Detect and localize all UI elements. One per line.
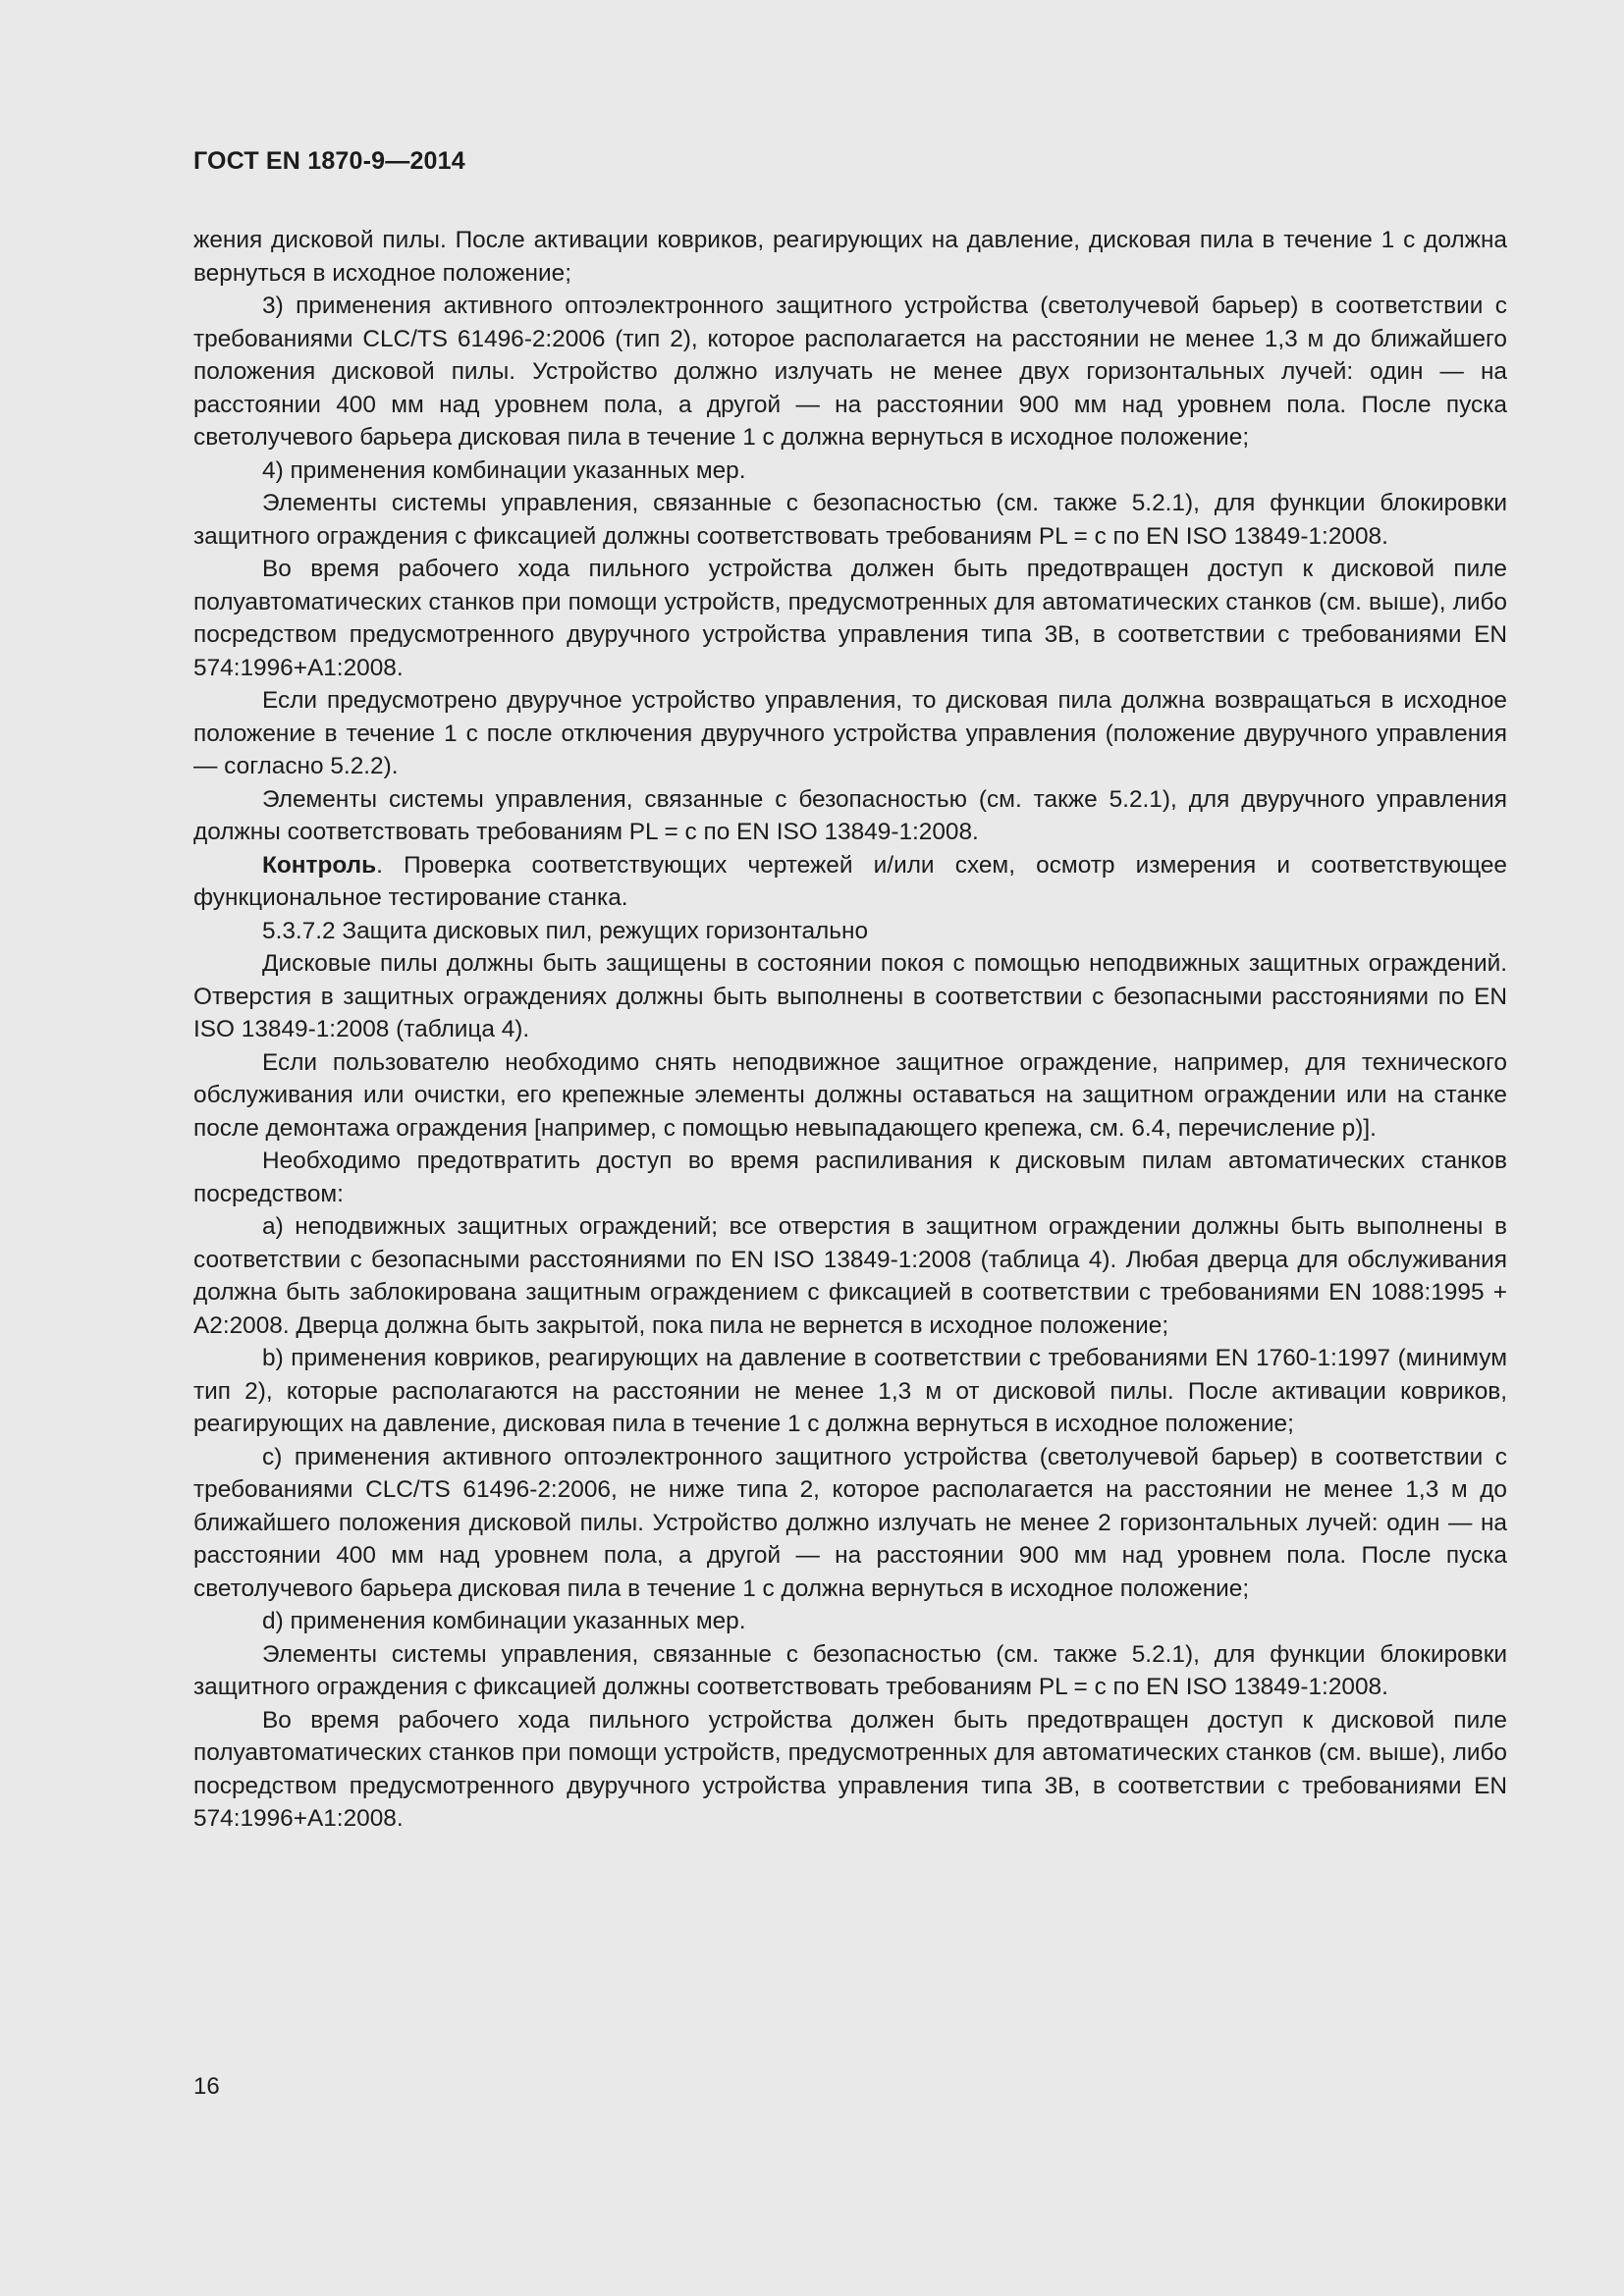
paragraph-fixed-guards: Дисковые пилы должны быть защищены в состоянии покоя с помощью неподвижных защитных ограждений. Отверстия в защитных ограждениях должны быть выполнены в соответствии с безопасными расстояниями по EN ISO 13849-1:2008 (таблица 4).	[193, 950, 1507, 1042]
paragraph-verification	[193, 849, 1507, 915]
list-item-4: 4) применения комбинации указанных мер.	[262, 456, 746, 484]
paragraph-prevent-access: Необходимо предотвратить доступ во время распиливания к дисковым пилам автоматических станков посредством:	[193, 1148, 1507, 1207]
document-body	[193, 224, 1507, 1836]
list-item-3: 3) применения активного оптоэлектронного защитного устройства (светолучевой барьер) в соответствии с требованиями CLC/TS 61496-2:2006 (тип 2), которое располагается на расстоянии не менее 1,3 м до ближайшего положения дисковой пилы. Устройство должно излучать не менее двух горизонтальных лучей: один — на расстоянии 400 мм над уровнем пола, а другой — на расстоянии 900 мм над уровнем пола. После пуска светолучевого барьера дисковая пила в течение 1 с должна вернуться в исходное положение;	[193, 293, 1507, 451]
paragraph-semi-automatic-2: Во время рабочего хода пильного устройства должен быть предотвращен доступ к дисковой пиле полуавтоматических станков при помощи устройств, предусмотренных для автоматических станков (см. выше), либо посредством предусмотренного двуручного устройства управления типа 3B, в соответствии с требованиями EN 574:1996+A1:2008.	[193, 1706, 1507, 1832]
document-header: ГОСТ EN 1870-9—2014	[193, 147, 465, 175]
paragraph-control-elements-2: Элементы системы управления, связанные с безопасностью (см. также 5.2.1), для функции блокировки защитного ограждения с фиксацией должны соответствовать требованиям PL = c по EN ISO 13849-1:2008.	[193, 1640, 1507, 1700]
paragraph-guard-removal: Если пользователю необходимо снять неподвижное защитное ограждение, например, для технического обслуживания или очистки, его крепежные элементы должны оставаться на защитном ограждении или на станке после демонтажа ограждения [например, с помощью невыпадающего крепежа, см. 6.4, перечисление p)].	[193, 1048, 1507, 1142]
paragraph-semi-automatic: Во время рабочего хода пильного устройства должен быть предотвращен доступ к дисковой пиле полуавтоматических станков при помощи устройств, предусмотренных для автоматических станков (см. выше), либо посредством предусмотренного двуручного устройства управления типа 3B, в соответствии с требованиями EN 574:1996+A1:2008.	[193, 556, 1507, 681]
list-item-a: a) неподвижных защитных ограждений; все отверстия в защитном ограждении должны быть выполнены в соответствии с безопасными расстояниями по EN ISO 13849-1:2008 (таблица 4). Любая дверца для обслуживания должна быть заблокирована защитным ограждением с фиксацией в соответствии с требованиями EN 1088:1995 + A2:2008. Дверца должна быть закрытой, пока пила не вернется в исходное положение;	[193, 1213, 1507, 1339]
page-number: 16	[193, 2073, 220, 2100]
list-item-d: d) применения комбинации указанных мер.	[262, 1608, 746, 1634]
list-item-c: c) применения активного оптоэлектронного защитного устройства (светолучевой барьер) в соответствии с требованиями CLC/TS 61496-2:2006, не ниже типа 2, которое располагается на расстоянии не менее 1,3 м до ближайшего положения дисковой пилы. Устройство должно излучать не менее 2 горизонтальных лучей: один — на расстоянии 400 мм над уровнем пола, а другой — на расстоянии 900 мм над уровнем пола. После пуска светолучевого барьера дисковая пила в течение 1 с должна вернуться в исходное положение;	[193, 1443, 1507, 1602]
section-heading-5-3-7-2: 5.3.7.2 Защита дисковых пил, режущих горизонтально	[262, 917, 869, 944]
list-item-b: b) применения ковриков, реагирующих на давление в соответствии с требованиями EN 1760-1:1997 (минимум тип 2), которые располагаются на расстоянии не менее 1,3 м от дисковой пилы. После активации ковриков, реагирующих на давление, дисковая пила в течение 1 с должна вернуться в исходное положение;	[193, 1345, 1507, 1437]
paragraph-two-hand-safety: Элементы системы управления, связанные с безопасностью (см. также 5.2.1), для двуручного управления должны соответствовать требованиям PL = c по EN ISO 13849-1:2008.	[193, 785, 1507, 845]
paragraph-control-elements: Элементы системы управления, связанные с безопасностью (см. также 5.2.1), для функции блокировки защитного ограждения с фиксацией должны соответствовать требованиям PL = c по EN ISO 13849-1:2008.	[193, 490, 1507, 550]
paragraph-continuation: жения дисковой пилы. После активации ковриков, реагирующих на давление, дисковая пила в течение 1 с должна вернуться в исходное положение;	[193, 227, 1507, 287]
paragraph-two-hand-control: Если предусмотрено двуручное устройство управления, то дисковая пила должна возвращаться в исходное положение в течение 1 с после отключения двуручного устройства управления (положение двуручного управления — согласно 5.2.2).	[193, 687, 1507, 779]
verification-lead: Контроль	[262, 851, 377, 879]
verification-text: . Проверка соответствующих чертежей и/или схем, осмотр измерения и соответствующее функциональное тестирование станка.	[193, 851, 1507, 911]
